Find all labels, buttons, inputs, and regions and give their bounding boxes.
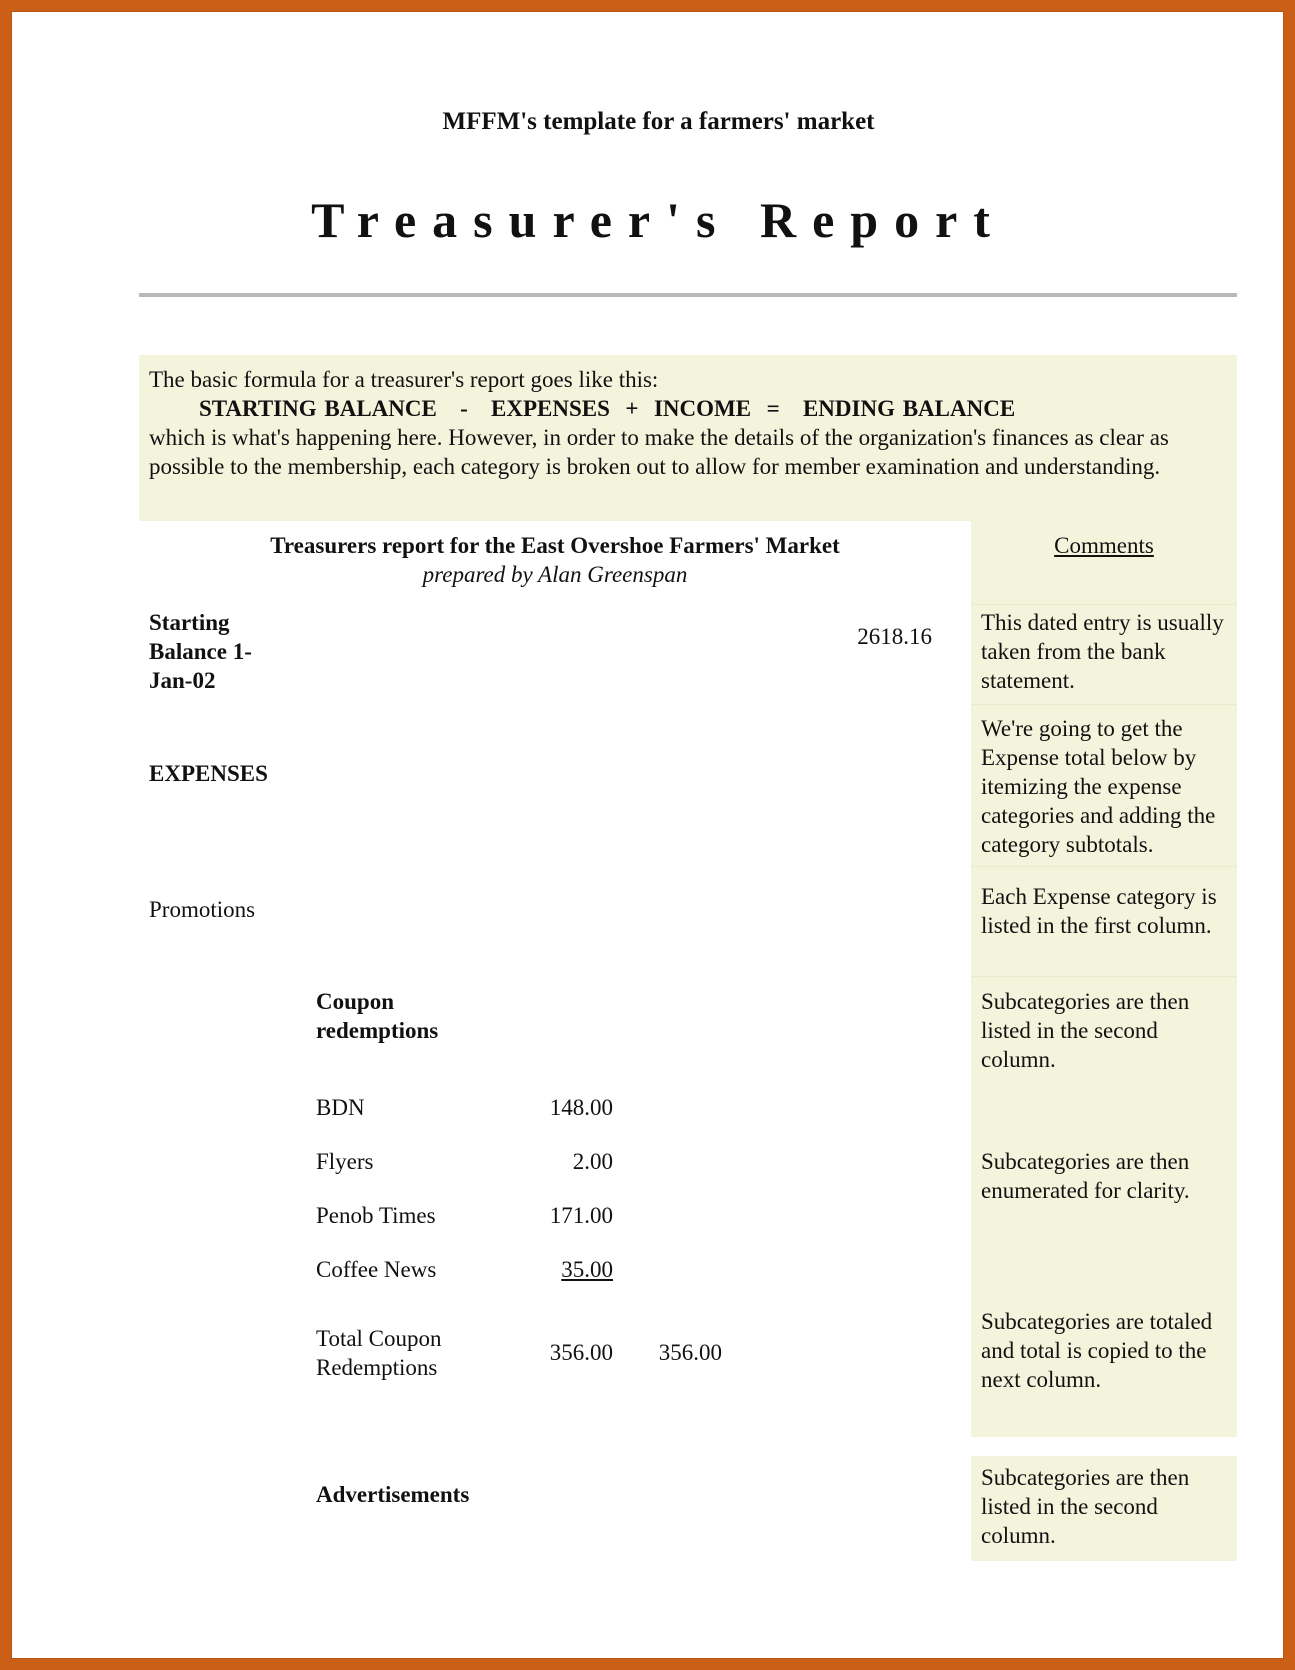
comment-enumerated: Subcategories are then enumerated for clarity.: [981, 1149, 1190, 1203]
comment-subcategories-2: Subcategories are then listed in the second column.: [971, 1456, 1237, 1561]
total-coupon-value: 356.00: [549, 1340, 613, 1365]
expense-item-amount-cell: [491, 1255, 613, 1284]
comment-subcategories-text: Subcategories are then listed in the second column.: [981, 989, 1190, 1072]
intro-line: The basic formula for a treasurer's report goes like this:: [149, 367, 659, 392]
document-subtitle: MFFM's template for a farmers' market: [442, 108, 875, 135]
comment-starting: This dated entry is usually taken from the bank statement.: [971, 605, 1237, 705]
intro-box: [139, 355, 1237, 521]
expenses-label: EXPENSES: [149, 761, 268, 786]
expense-item-name: Coffee News: [316, 1257, 437, 1282]
expense-item-amount: 2.00: [572, 1149, 613, 1174]
intro-formula: STARTING BALANCE - EXPENSES + INCOME = ENDING BALANCE: [199, 396, 1016, 421]
comments-heading: Comments: [1054, 533, 1154, 558]
total-coupon-label: Total Coupon Redemptions: [316, 1326, 442, 1380]
expense-item-amount: 171.00: [549, 1203, 613, 1228]
report-prepared-by: prepared by Alan Greenspan: [422, 562, 688, 587]
expense-item-name: Penob Times: [316, 1203, 436, 1228]
comments-header-cell: [971, 521, 1237, 605]
promotions-label: Promotions: [149, 897, 256, 922]
expense-item-name: Flyers: [316, 1149, 374, 1174]
advertisements-label: Advertisements: [316, 1482, 470, 1507]
expense-item-amount: 35.00: [561, 1257, 613, 1282]
report-heading: Treasurers report for the East Overshoe Farmers' Market: [270, 533, 840, 558]
title-divider: [139, 293, 1237, 297]
starting-balance-value: 2618.16: [857, 624, 932, 649]
total-coupon-copied: 356.00: [658, 1340, 722, 1365]
comment-category: Each Expense category is listed in the first column.: [971, 867, 1237, 977]
comment-totaled: Subcategories are totaled and total is copied to the next column.: [981, 1309, 1213, 1392]
starting-balance-label: Starting Balance 1-Jan-02: [149, 610, 252, 693]
document-title: Treasurer's Report: [311, 192, 1006, 248]
comment-expenses: We're going to get the Expense total below by itemizing the expense categories and adding the category subtotals.: [971, 705, 1237, 867]
expense-item-name: BDN: [316, 1095, 365, 1120]
expense-item-amount: 148.00: [549, 1095, 613, 1120]
intro-body: which is what's happening here. However, in order to make the details of the organization's finances as clear as possible to the membership, each category is broken out to allow for member examination and understanding.: [149, 425, 1169, 479]
coupon-redemptions-label: Coupon redemptions: [316, 989, 439, 1043]
